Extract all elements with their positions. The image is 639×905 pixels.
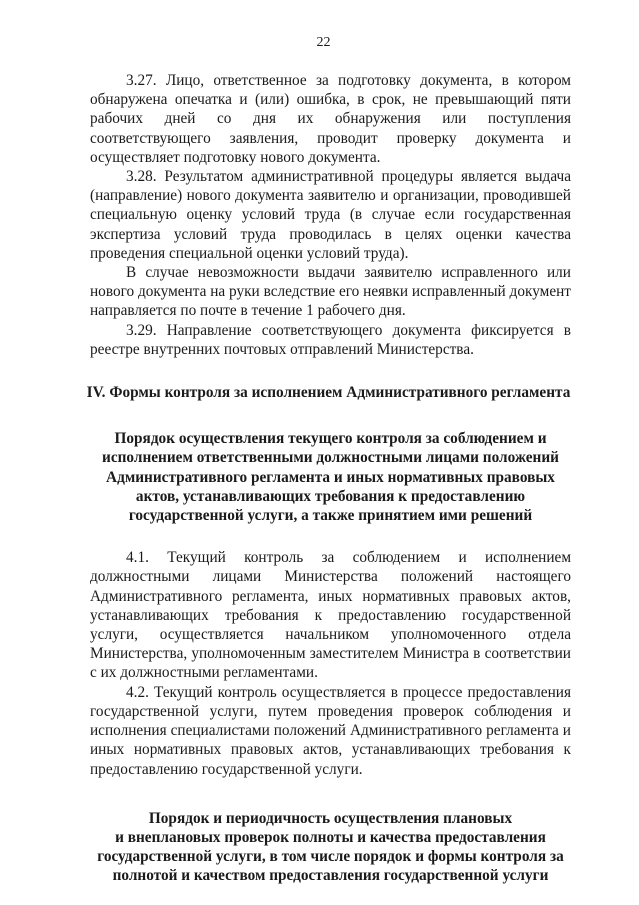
subheading-line: Порядок и периодичность осуществления плановых	[148, 809, 513, 827]
paragraph-4-1: 4.1. Текущий контроль за соблюдением и исполнением должностными лицами Министерства положений настоящего Административного регламента, иных нормативных правовых актов, устанавливающих требования к предоставлению государственной услуги, осуществляется начальником уполномоченного отдела Министерства, уполномоченным заместителем Министра в соответствии с их должностными регламентами.	[90, 549, 571, 682]
subheading-line: государственной услуги, а также принятием ими решений	[128, 507, 533, 525]
subheading-line: полнотой и качеством предоставления государственной услуги	[112, 867, 549, 885]
page-content	[86, 71, 571, 886]
subheading-line: государственной услуги, в том числе порядок и формы контроля за	[97, 848, 564, 866]
subheading-line: и внеплановых проверок полноты и качества предоставления	[115, 828, 546, 846]
paragraph-3-28-continuation: В случае невозможности выдачи заявителю исправленного или нового документа на руки вследствие его неявки исправленный документ направляется по почте в течение 1 рабочего дня.	[90, 264, 571, 320]
subheading-line: Административного регламента и иных нормативных правовых	[106, 468, 555, 486]
paragraph-3-28: 3.28. Результатом административной процедуры является выдача (направление) нового документа заявителю и организации, проводившей специальную оценку условий труда (в случае если государственная экспертиза условий труда проводилась в целях оценки качества проведения специальной оценки условий труда).	[90, 168, 571, 262]
subheading-inspections	[90, 809, 571, 886]
paragraph-3-29: 3.29. Направление соответствующего документа фиксируется в реестре внутренних почтовых отправлений Министерства.	[90, 321, 571, 358]
subheading-current-control	[90, 429, 571, 525]
section-heading-iv: IV. Формы контроля за исполнением Административного регламента	[86, 384, 571, 402]
subheading-line: актов, устанавливающих требования к предоставлению	[135, 487, 526, 505]
page-number: 22	[316, 35, 331, 50]
paragraph-4-2: 4.2. Текущий контроль осуществляется в процессе предоставления государственной услуги, путем проведения проверок соблюдения и исполнения специалистами положений Административного регламента и иных нормативных правовых актов, устанавливающих требования к предоставлению государственной услуги.	[90, 683, 571, 778]
subheading-line: исполнением ответственными должностными лицами положений	[102, 449, 559, 467]
subheading-line: Порядок осуществления текущего контроля за соблюдением и	[114, 430, 547, 448]
paragraph-3-27: 3.27. Лицо, ответственное за подготовку документа, в котором обнаружена опечатка и (или) ошибка, в срок, не превышающий пяти рабочих дней со дня их обнаружения или поступления соответствующего заявления, проводит проверку документа и осуществляет подготовку нового документа.	[90, 72, 571, 166]
